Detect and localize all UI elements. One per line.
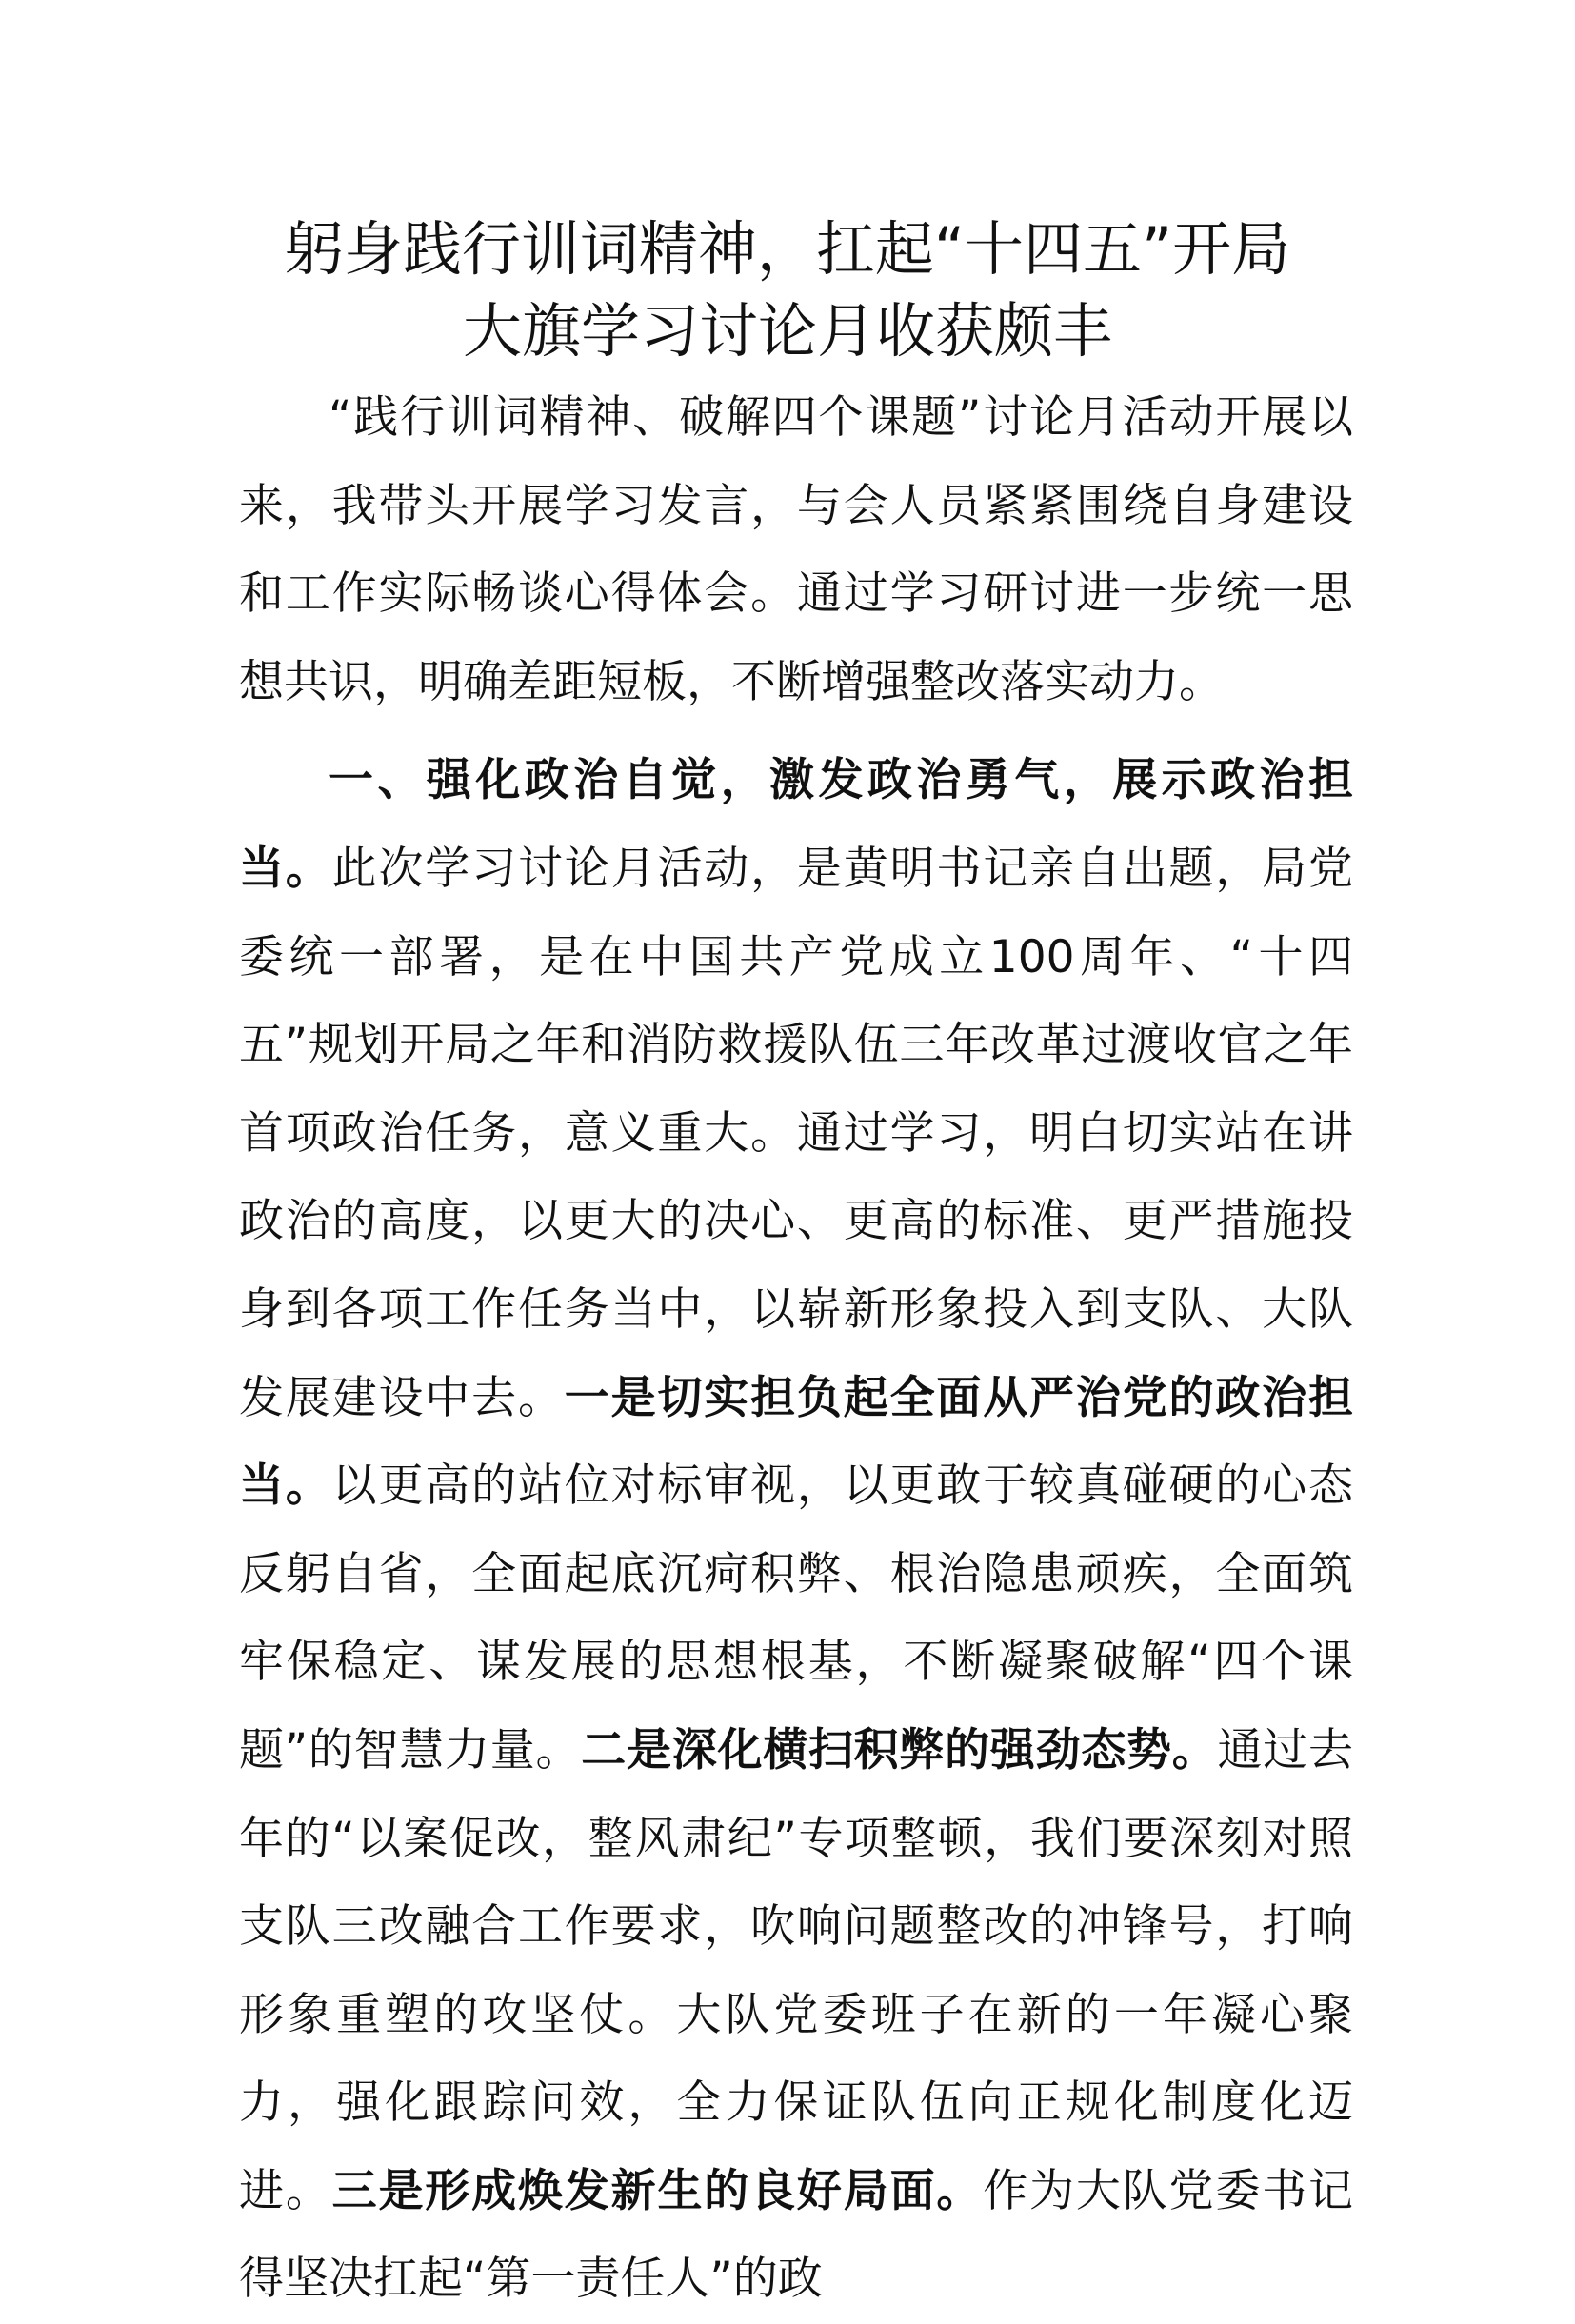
point-one-heading: 一是切实担负起全面从严治党的政治担当。 bbox=[239, 1371, 1354, 1513]
section-one-text: 此次学习讨论月活动，是黄明书记亲自出题，局党委统一部署，是在中国共产党成立100周年、“十四五”规划开局之年和消防救援队伍三年改革过渡收官之年首项政治任务，意义重大。通过学习，明白切实站在讲政治的高度，以更大的决心、更高的标准、更严措施投身到各项工作任务当中，以崭新形象投入到支队、大队发展建设中去。 bbox=[239, 842, 1354, 1424]
section-one-heading: 一、强化政治自觉，激发政治勇气，展示政治担当。 bbox=[239, 754, 1353, 895]
point-two-text: 通过去年的“以案促改，整风肃纪”专项整顿，我们要深刻对照支队三改融合工作要求，吹响问题整改的冲锋号，打响形象重塑的攻坚仗。大队党委班子在新的一年凝心聚力，强化跟踪问效，全力保证队伍向正规化制度化迈进。 bbox=[239, 1723, 1354, 2217]
document-title-line-1: 躬身践行训词精神，扛起“十四五”开局 bbox=[284, 214, 1291, 284]
point-three-text: 作为大队党委书记得坚决扛起“第一责任人”的政 bbox=[239, 2164, 1354, 2306]
intro-paragraph bbox=[239, 374, 1353, 726]
intro-text: “践行训词精神、破解四个课题”讨论月活动开展以来，我带头开展学习发言，与会人员紧紧围绕自身建设和工作实际畅谈心得体会。通过学习研讨进一步统一思想共识，明确差距短板，不断增强整改落实动力。 bbox=[239, 391, 1353, 708]
document-body bbox=[239, 374, 1353, 2324]
document-title-line-2: 大旗学习讨论月收获颇丰 bbox=[462, 296, 1112, 366]
point-two-heading: 二是深化横扫积弊的强劲态势。 bbox=[581, 1723, 1218, 1777]
point-three-heading: 三是形成焕发新生的良好局面。 bbox=[331, 2164, 984, 2217]
section-one-paragraph bbox=[239, 737, 1353, 2324]
point-one-text: 以更高的站位对标审视，以更敢于较真碰硬的心态反躬自省，全面起底沉疴积弊、根治隐患顽疾，全面筑牢保稳定、谋发展的思想根基，不断凝聚破解“四个课题”的智慧力量。 bbox=[239, 1460, 1354, 1777]
